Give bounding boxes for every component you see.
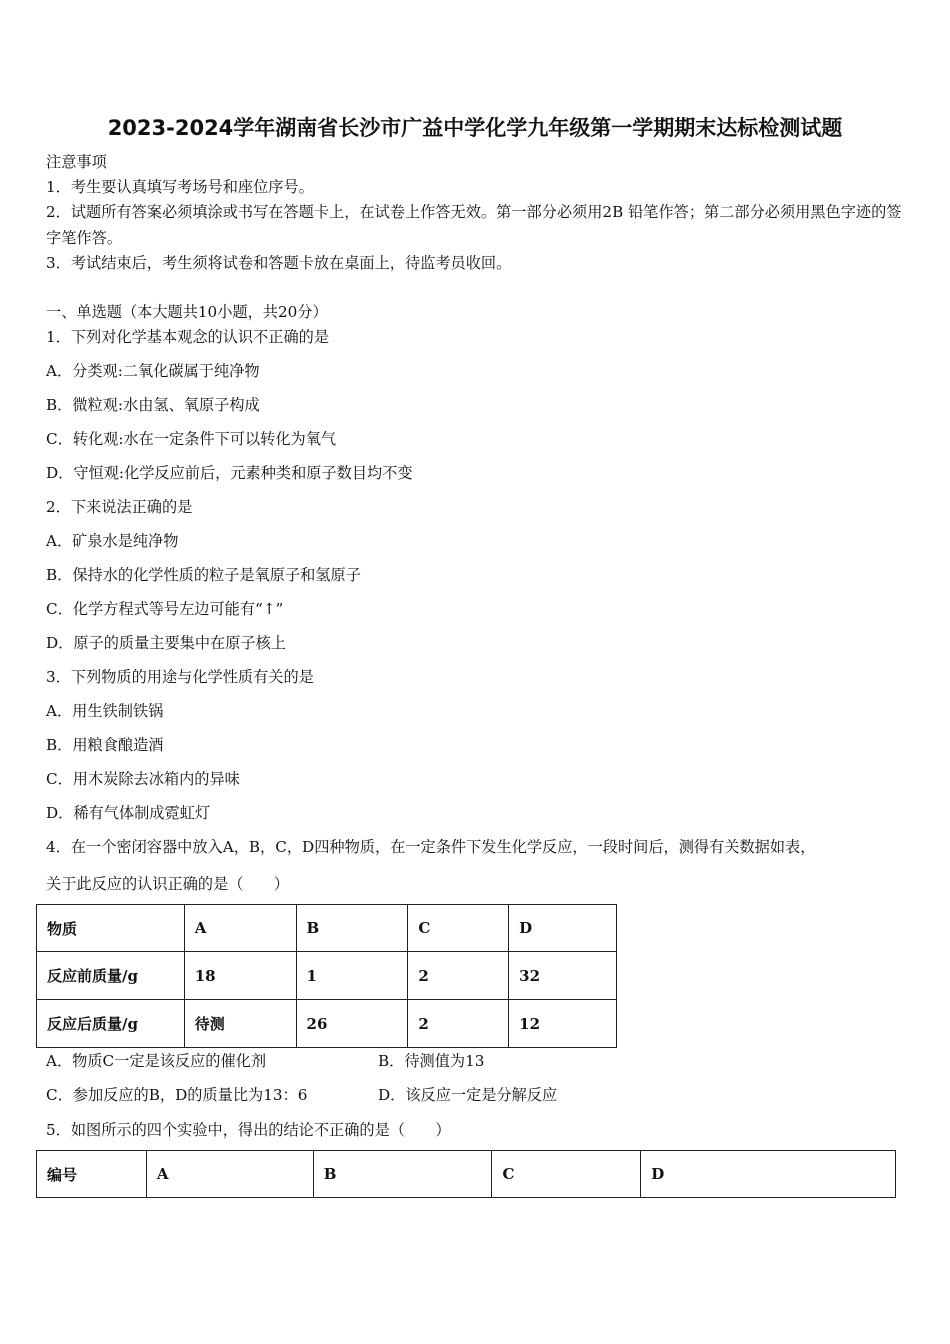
q3-stem: 3．下列物质的用途与化学性质有关的是 <box>46 668 314 686</box>
table-cell: 18 <box>184 952 296 1000</box>
table-header-cell: D <box>509 905 617 952</box>
table-cell: 反应前质量/g <box>37 952 185 1000</box>
q1-option-d: D．守恒观:化学反应前后，元素种类和原子数目均不变 <box>46 464 413 482</box>
q2-option-c: C．化学方程式等号左边可能有“↑” <box>46 600 284 618</box>
notice-item-3: 3．考试结束后，考生须将试卷和答题卡放在桌面上，待监考员收回。 <box>46 254 512 272</box>
table-cell: 2 <box>408 1000 509 1048</box>
q4-option-a: A．物质C一定是该反应的催化剂 <box>46 1052 267 1070</box>
page-title: 2023-2024学年湖南省长沙市广益中学化学九年级第一学期期末达标检测试题 <box>107 116 843 140</box>
table-header-cell: 编号 <box>37 1151 147 1198</box>
q4-option-c: C．参加反应的B，D的质量比为13：6 <box>46 1086 308 1104</box>
table-cell: 26 <box>296 1000 408 1048</box>
notice-heading: 注意事项 <box>46 153 107 171</box>
table-header-cell: A <box>184 905 296 952</box>
q2-option-b: B．保持水的化学性质的粒子是氧原子和氢原子 <box>46 566 361 584</box>
q2-stem: 2．下来说法正确的是 <box>46 498 193 516</box>
section-heading: 一、单选题（本大题共10小题，共20分） <box>46 303 328 321</box>
table-header-cell: D <box>641 1151 896 1198</box>
table-row <box>37 1000 617 1048</box>
table-header-cell: C <box>492 1151 641 1198</box>
table-row <box>37 952 617 1000</box>
table-header-cell: A <box>146 1151 313 1198</box>
q1-stem: 1．下列对化学基本观念的认识不正确的是 <box>46 328 330 346</box>
table-cell: 12 <box>509 1000 617 1048</box>
q4-data-table <box>36 904 617 1048</box>
table-header-cell: C <box>408 905 509 952</box>
q4-stem-line2: 关于此反应的认识正确的是（ ） <box>46 875 289 893</box>
table-row <box>37 905 617 952</box>
q4-stem-line1: 4．在一个密闭容器中放入A，B，C，D四种物质，在一定条件下发生化学反应，一段时间后，测得有关数据如表， <box>46 838 816 856</box>
q5-table <box>36 1150 896 1198</box>
table-cell: 反应后质量/g <box>37 1000 185 1048</box>
q3-option-c: C．用木炭除去冰箱内的异味 <box>46 770 240 788</box>
table-cell: 32 <box>509 952 617 1000</box>
q1-option-b: B．微粒观:水由氢、氧原子构成 <box>46 396 260 414</box>
table-row <box>37 1151 896 1198</box>
q3-option-d: D．稀有气体制成霓虹灯 <box>46 804 211 822</box>
q1-option-a: A．分类观:二氧化碳属于纯净物 <box>46 362 260 380</box>
table-cell: 2 <box>408 952 509 1000</box>
q3-option-b: B．用粮食酿造酒 <box>46 736 164 754</box>
table-header-cell: B <box>313 1151 492 1198</box>
q4-option-b: B．待测值为13 <box>378 1052 485 1070</box>
table-cell: 待测 <box>184 1000 296 1048</box>
q2-option-d: D．原子的质量主要集中在原子核上 <box>46 634 286 652</box>
notice-item-2: 2．试题所有答案必须填涂或书写在答题卡上，在试卷上作答无效。第一部分必须用2B 铅笔作答；第二部分必须用黑色字迹的签字笔作答。 <box>46 203 902 247</box>
q1-option-c: C．转化观:水在一定条件下可以转化为氧气 <box>46 430 337 448</box>
q2-option-a: A．矿泉水是纯净物 <box>46 532 179 550</box>
q3-option-a: A．用生铁制铁锅 <box>46 702 164 720</box>
q5-stem: 5．如图所示的四个实验中，得出的结论不正确的是（ ） <box>46 1121 451 1139</box>
notice-item-1: 1．考生要认真填写考场号和座位序号。 <box>46 178 314 196</box>
table-cell: 1 <box>296 952 408 1000</box>
table-header-cell: B <box>296 905 408 952</box>
table-header-cell: 物质 <box>37 905 185 952</box>
q4-option-d: D．该反应一定是分解反应 <box>378 1086 558 1104</box>
